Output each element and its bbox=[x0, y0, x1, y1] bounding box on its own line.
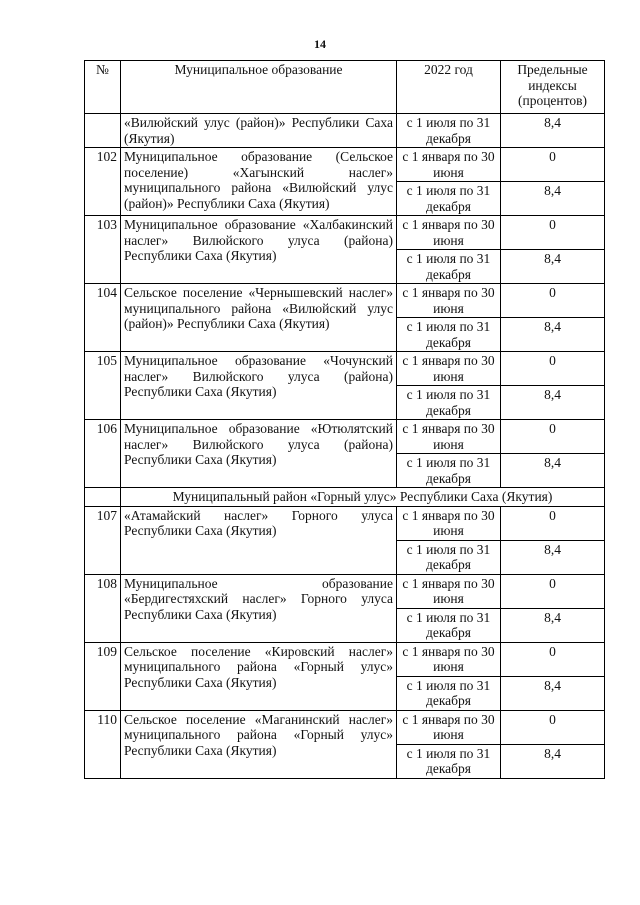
period-cell: с 1 июля по 31 декабря bbox=[397, 676, 501, 710]
index-value: 0 bbox=[501, 642, 605, 676]
period-cell: с 1 января по 30 июня bbox=[397, 284, 501, 318]
period-cell: с 1 января по 30 июня bbox=[397, 574, 501, 608]
table-row bbox=[85, 574, 605, 608]
period-cell: с 1 июля по 31 декабря bbox=[397, 454, 501, 488]
municipality-name: «Атамайский наслег» Горного улуса Республики Саха (Якутия) bbox=[121, 506, 397, 574]
period-cell: с 1 июля по 31 декабря bbox=[397, 114, 501, 148]
period-cell: с 1 января по 30 июня bbox=[397, 710, 501, 744]
header-index: Предельные индексы (процентов) bbox=[501, 61, 605, 114]
header-num: № bbox=[85, 61, 121, 114]
table-row bbox=[85, 420, 605, 454]
index-value: 0 bbox=[501, 574, 605, 608]
index-value: 0 bbox=[501, 148, 605, 182]
municipality-name: Муниципальное образование (Сельское поселение) «Хагынский наслег» муниципального района «Вилюйский улус (район)» Республики Саха (Якутия) bbox=[121, 148, 397, 216]
table-row bbox=[85, 710, 605, 744]
row-number: 106 bbox=[85, 420, 121, 488]
table-row bbox=[85, 148, 605, 182]
row-number bbox=[85, 114, 121, 148]
period-cell: с 1 января по 30 июня bbox=[397, 148, 501, 182]
row-number: 108 bbox=[85, 574, 121, 642]
period-cell: с 1 июля по 31 декабря bbox=[397, 182, 501, 216]
tariff-index-table bbox=[84, 60, 605, 779]
table-row-continuation bbox=[85, 114, 605, 148]
index-value: 0 bbox=[501, 284, 605, 318]
table-row bbox=[85, 506, 605, 540]
row-number: 109 bbox=[85, 642, 121, 710]
index-value: 8,4 bbox=[501, 250, 605, 284]
period-cell: с 1 января по 30 июня bbox=[397, 506, 501, 540]
period-cell: с 1 июля по 31 декабря bbox=[397, 608, 501, 642]
index-value: 0 bbox=[501, 216, 605, 250]
index-value: 8,4 bbox=[501, 608, 605, 642]
header-municipality: Муниципальное образование bbox=[121, 61, 397, 114]
municipality-name: Муниципальное образование «Бердигестяхский наслег» Горного улуса Республики Саха (Якутия) bbox=[121, 574, 397, 642]
index-value: 0 bbox=[501, 352, 605, 386]
index-value: 8,4 bbox=[501, 676, 605, 710]
period-cell: с 1 июля по 31 декабря bbox=[397, 540, 501, 574]
period-cell: с 1 июля по 31 декабря bbox=[397, 250, 501, 284]
index-value: 8,4 bbox=[501, 540, 605, 574]
table-header-row bbox=[85, 61, 605, 114]
index-value: 8,4 bbox=[501, 182, 605, 216]
municipality-name: Сельское поселение «Маганинский наслег» муниципального района «Горный улус» Республики Саха (Якутия) bbox=[121, 710, 397, 778]
index-value: 8,4 bbox=[501, 114, 605, 148]
index-value: 0 bbox=[501, 710, 605, 744]
period-cell: с 1 июля по 31 декабря bbox=[397, 744, 501, 778]
municipality-name: Сельское поселение «Кировский наслег» муниципального района «Горный улус» Республики Саха (Якутия) bbox=[121, 642, 397, 710]
municipality-name: Муниципальное образование «Халбакинский наслег» Вилюйского улуса (района) Республики Саха (Якутия) bbox=[121, 216, 397, 284]
period-cell: с 1 июля по 31 декабря bbox=[397, 386, 501, 420]
index-value: 8,4 bbox=[501, 744, 605, 778]
table-row bbox=[85, 352, 605, 386]
table-row bbox=[85, 216, 605, 250]
row-number bbox=[85, 488, 121, 507]
row-number: 105 bbox=[85, 352, 121, 420]
municipality-name: Муниципальное образование «Чочунский наслег» Вилюйского улуса (района) Республики Саха (Якутия) bbox=[121, 352, 397, 420]
municipality-name: «Вилюйский улус (район)» Республики Саха (Якутия) bbox=[121, 114, 397, 148]
index-value: 0 bbox=[501, 506, 605, 540]
row-number: 104 bbox=[85, 284, 121, 352]
page-number: 14 bbox=[314, 37, 326, 51]
index-value: 8,4 bbox=[501, 454, 605, 488]
period-cell: с 1 января по 30 июня bbox=[397, 642, 501, 676]
table-row bbox=[85, 284, 605, 318]
table-row bbox=[85, 642, 605, 676]
period-cell: с 1 июля по 31 декабря bbox=[397, 318, 501, 352]
section-title: Муниципальный район «Горный улус» Республики Саха (Якутия) bbox=[121, 488, 605, 507]
index-value: 8,4 bbox=[501, 318, 605, 352]
municipality-name: Муниципальное образование «Ютюлятский наслег» Вилюйского улуса (района) Республики Саха (Якутия) bbox=[121, 420, 397, 488]
period-cell: с 1 января по 30 июня bbox=[397, 420, 501, 454]
row-number: 110 bbox=[85, 710, 121, 778]
municipality-name: Сельское поселение «Чернышевский наслег» муниципального района «Вилюйский улус (район)» Республики Саха (Якутия) bbox=[121, 284, 397, 352]
row-number: 107 bbox=[85, 506, 121, 574]
index-value: 8,4 bbox=[501, 386, 605, 420]
row-number: 102 bbox=[85, 148, 121, 216]
period-cell: с 1 января по 30 июня bbox=[397, 216, 501, 250]
index-value: 0 bbox=[501, 420, 605, 454]
header-year: 2022 год bbox=[397, 61, 501, 114]
period-cell: с 1 января по 30 июня bbox=[397, 352, 501, 386]
section-row bbox=[85, 488, 605, 507]
row-number: 103 bbox=[85, 216, 121, 284]
